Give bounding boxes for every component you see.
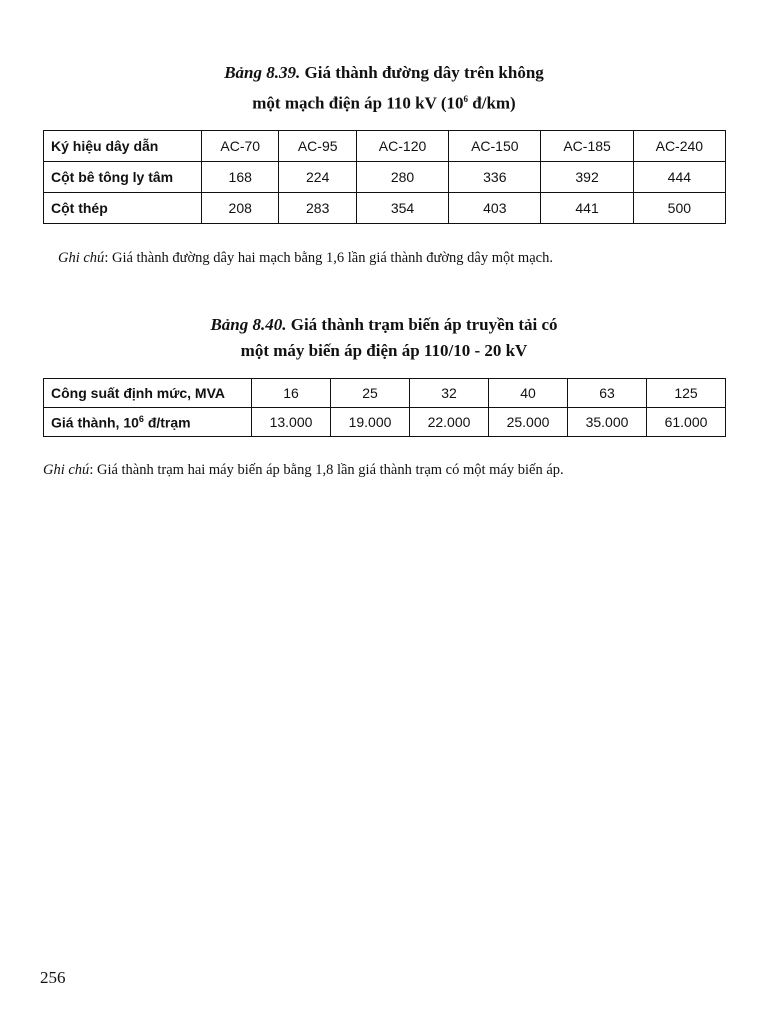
note-text: : Giá thành đường dây hai mạch bằng 1,6 lần giá thành đường dây một mạch. <box>104 250 553 266</box>
table-cell: 25 <box>331 379 410 408</box>
page-number: 256 <box>40 968 66 987</box>
row-label-unit: đ/trạm <box>143 414 191 431</box>
table-header-cell: Ký hiệu dây dẫn <box>44 131 202 162</box>
table-cell: 392 <box>541 162 633 193</box>
table-cell: 403 <box>449 193 541 224</box>
table-row <box>44 193 726 224</box>
column-header: AC-240 <box>633 131 725 162</box>
table-8-39-title: Giá thành đường dây trên không <box>304 63 544 82</box>
table-row <box>44 408 726 437</box>
table-cell: 224 <box>279 162 356 193</box>
table-cell: 25.000 <box>489 408 568 437</box>
table-8-40-caption-line2: một máy biến áp điện áp 110/10 - 20 kV <box>240 341 528 360</box>
table-cell: 125 <box>647 379 726 408</box>
table-cell: 40 <box>489 379 568 408</box>
table-8-39-caption <box>0 60 768 86</box>
table-cell: 35.000 <box>568 408 647 437</box>
table-8-40-note <box>43 462 564 479</box>
table-cell: 61.000 <box>647 408 726 437</box>
table-cell: 13.000 <box>252 408 331 437</box>
table-cell: 63 <box>568 379 647 408</box>
table-row <box>44 162 726 193</box>
table-8-39-label: Bảng 8.39. <box>224 63 301 82</box>
note-text: : Giá thành trạm hai máy biến áp bằng 1,8 lần giá thành trạm có một máy biến áp. <box>89 462 564 478</box>
table-cell: 441 <box>541 193 633 224</box>
column-header: AC-185 <box>541 131 633 162</box>
table-cell: 19.000 <box>331 408 410 437</box>
table-8-40-title: Giá thành trạm biến áp truyền tải có <box>290 315 558 334</box>
table-cell: 22.000 <box>410 408 489 437</box>
table-cell: 16 <box>252 379 331 408</box>
table-cell: 444 <box>633 162 725 193</box>
table-cell: 354 <box>356 193 448 224</box>
row-label <box>44 408 252 437</box>
note-label: Ghi chú <box>43 462 90 478</box>
column-header: AC-95 <box>279 131 356 162</box>
table-8-40 <box>43 378 726 437</box>
table-cell: 280 <box>356 162 448 193</box>
table-8-39 <box>43 130 726 224</box>
table-cell: 168 <box>202 162 279 193</box>
table-cell: 283 <box>279 193 356 224</box>
caption-superscript: 6 <box>463 94 469 104</box>
table-row <box>44 379 726 408</box>
caption-line2-text: một mạch điện áp 110 kV (10 <box>252 93 464 113</box>
row-label-superscript: 6 <box>138 413 144 424</box>
row-label-text: Giá thành, 10 <box>51 414 139 431</box>
table-8-40-label: Bảng 8.40. <box>210 315 287 334</box>
row-label: Cột bê tông ly tâm <box>44 162 202 193</box>
row-label: Công suất định mức, MVA <box>44 379 252 408</box>
table-cell: 208 <box>202 193 279 224</box>
table-cell: 32 <box>410 379 489 408</box>
column-header: AC-70 <box>202 131 279 162</box>
column-header: AC-120 <box>356 131 448 162</box>
table-row <box>44 131 726 162</box>
row-label: Cột thép <box>44 193 202 224</box>
table-cell: 336 <box>449 162 541 193</box>
table-8-39-caption-line2 <box>0 86 768 117</box>
caption-unit: đ/km) <box>468 93 516 113</box>
table-cell: 500 <box>633 193 725 224</box>
table-8-40-caption <box>0 312 768 338</box>
note-label: Ghi chú <box>58 250 105 266</box>
table-8-39-note <box>58 250 553 267</box>
column-header: AC-150 <box>449 131 541 162</box>
